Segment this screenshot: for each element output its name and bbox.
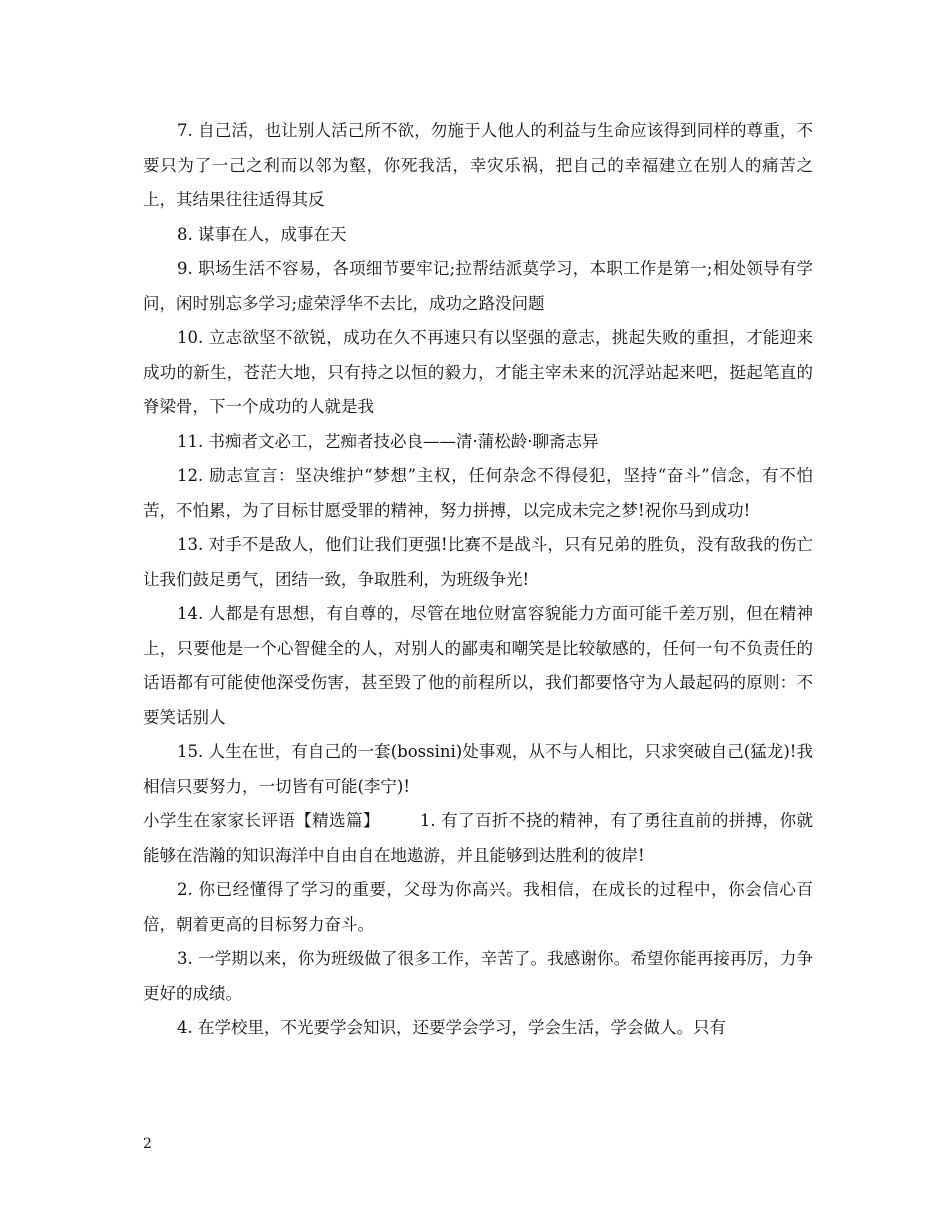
section-item-1: 1. 有了百折不挠的精神，有了勇往直前的拼搏，你就能够在浩瀚的知识海洋中自由自在地遨游，并且能够到达胜利的彼岸! [143, 811, 813, 865]
paragraph-10: 10. 立志欲坚不欲锐，成功在久不再速只有以坚强的意志，挑起失败的重担，才能迎来成功的新生，苍茫大地，只有持之以恒的毅力，才能主宰未来的沉浮站起来吧，挺起笔直的脊梁骨，下一个成功的人就是我 [143, 328, 813, 416]
section-heading-paragraph [143, 804, 813, 873]
paragraph-7: 7. 自己活，也让别人活己所不欲，勿施于人他人的利益与生命应该得到同样的尊重，不要只为了一己之利而以邻为壑，你死我活，幸灾乐祸，把自己的幸福建立在别人的痛苦之上，其结果往往适得其反 [143, 121, 813, 209]
paragraph-15: 15. 人生在世，有自己的一套(bossini)处事观，从不与人相比，只求突破自己(猛龙)!我相信只要努力，一切皆有可能(李宁)! [143, 742, 813, 796]
paragraph-14: 14. 人都是有思想，有自尊的，尽管在地位财富容貌能力方面可能千差万别，但在精神上，只要他是一个心智健全的人，对别人的鄙夷和嘲笑是比较敏感的，任何一句不负责任的话语都有可能使他深受伤害，甚至毁了他的前程所以，我们都要恪守为人最起码的原则：不要笑话别人 [143, 604, 813, 727]
paragraph-12: 12. 励志宣言：坚决维护“梦想”主权，任何杂念不得侵犯，坚持“奋斗”信念，有不怕苦，不怕累，为了目标甘愿受罪的精神，努力拼搏，以完成未完之梦!祝你马到成功! [143, 466, 813, 520]
section-heading: 小学生在家家长评语【精选篇】 [143, 811, 380, 830]
paragraph-13: 13. 对手不是敌人，他们让我们更强!比赛不是战斗，只有兄弟的胜负，没有敌我的伤亡让我们鼓足勇气，团结一致，争取胜利，为班级争光! [143, 535, 813, 589]
section-item-3: 3. 一学期以来，你为班级做了很多工作，辛苦了。我感谢你。希望你能再接再厉，力争更好的成绩。 [143, 949, 813, 1003]
paragraph-8: 8. 谋事在人，成事在天 [177, 224, 347, 244]
section-item-4: 4. 在学校里，不光要学会知识，还要学会学习，学会生活，学会做人。只有 [177, 1018, 726, 1037]
paragraph-11: 11. 书痴者文必工，艺痴者技必良——清·蒲松龄·聊斋志异 [177, 431, 599, 451]
page-number: 2 [143, 1136, 152, 1152]
document-body [143, 114, 813, 1046]
paragraph-9: 9. 职场生活不容易，各项细节要牢记;拉帮结派莫学习，本职工作是第一;相处领导有学问，闲时别忘多学习;虚荣浮华不去比，成功之路没问题 [143, 259, 813, 313]
section-item-2: 2. 你已经懂得了学习的重要，父母为你高兴。我相信，在成长的过程中，你会信心百倍，朝着更高的目标努力奋斗。 [143, 880, 813, 934]
